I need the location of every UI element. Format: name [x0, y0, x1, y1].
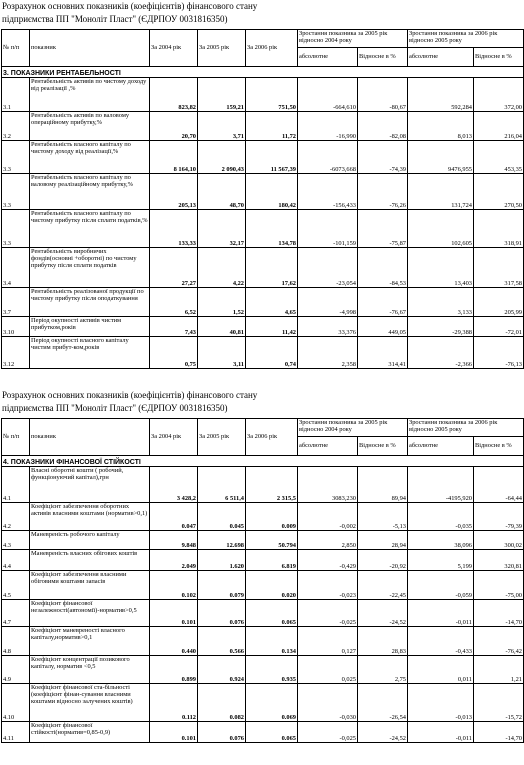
row-number: 3.1: [2, 78, 30, 112]
value-2006: 11,72: [246, 112, 298, 141]
value-2006: 0.935: [246, 656, 298, 684]
abs-change-2006: 592,284: [408, 78, 474, 112]
row-number: 4.9: [2, 656, 30, 684]
value-2004: 2.049: [150, 550, 198, 571]
abs-change-2005: 2,850: [298, 531, 358, 550]
col-header-2004: За 2004 рік: [150, 419, 198, 456]
indicator-name: Рентабельність власного капіталу по чистому прибутку після сплати податків,%: [30, 210, 150, 248]
col-header-abs-2006: абсолютне: [408, 48, 474, 67]
table-row: [2, 467, 524, 503]
value-2004: 133,33: [150, 210, 198, 248]
abs-change-2005: -0,025: [298, 722, 358, 743]
col-header-growth-2006: Зростання показника за 2006 рік відносно 2005 року: [408, 419, 524, 437]
col-header-rel-2006: Відносне в %: [474, 437, 524, 456]
value-2004: 0.101: [150, 600, 198, 627]
value-2005: 12.698: [198, 531, 246, 550]
rel-change-2005: 89,94: [358, 467, 408, 503]
col-header-indicator: показник: [30, 30, 150, 67]
value-2005: 0.045: [198, 503, 246, 531]
value-2006: 2 315,5: [246, 467, 298, 503]
rel-change-2005: -76,67: [358, 288, 408, 317]
rel-change-2006: 318,91: [474, 210, 524, 248]
abs-change-2005: 33,376: [298, 317, 358, 337]
value-2004: 823,82: [150, 78, 198, 112]
rel-change-2006: 320,81: [474, 550, 524, 571]
rel-change-2005: -24,52: [358, 600, 408, 627]
value-2005: 3,11: [198, 337, 246, 369]
rel-change-2006: -79,39: [474, 503, 524, 531]
col-header-rel-2006: Відносне в %: [474, 48, 524, 67]
value-2005: 2 090,43: [198, 141, 246, 174]
rel-change-2006: -72,01: [474, 317, 524, 337]
row-number: 4.11: [2, 722, 30, 743]
abs-change-2006: 38,096: [408, 531, 474, 550]
abs-change-2005: -101,159: [298, 210, 358, 248]
rel-change-2005: -80,67: [358, 78, 408, 112]
abs-change-2006: -29,388: [408, 317, 474, 337]
value-2006: 180,42: [246, 174, 298, 210]
col-header-2004: За 2004 рік: [150, 30, 198, 67]
rel-change-2006: 453,35: [474, 141, 524, 174]
table-row: [2, 174, 524, 210]
row-number: 4.1: [2, 467, 30, 503]
rel-change-2005: 28,83: [358, 627, 408, 656]
table-row: [2, 571, 524, 600]
value-2006: 50.794: [246, 531, 298, 550]
value-2005: 40,81: [198, 317, 246, 337]
rel-change-2006: -64,44: [474, 467, 524, 503]
value-2005: 1,52: [198, 288, 246, 317]
value-2005: 32,17: [198, 210, 246, 248]
value-2005: 0.924: [198, 656, 246, 684]
table1-title-line2: підприємства ПП "Моноліт Пласт" (ЄДРПОУ 0031816350): [2, 14, 228, 24]
value-2004: 0.899: [150, 656, 198, 684]
row-number: 4.4: [2, 550, 30, 571]
rel-change-2005: -76,26: [358, 174, 408, 210]
indicator-name: Коефіцієнт забезпечення оборотних активів власними коштами (норматив>0,1): [30, 503, 150, 531]
rel-change-2005: -74,39: [358, 141, 408, 174]
stability-table: [1, 418, 524, 743]
col-header-2006: За 2006 рік: [246, 30, 298, 67]
row-number: 4.3: [2, 531, 30, 550]
value-2006: 0.065: [246, 600, 298, 627]
col-header-rel-2005: Відносне в %: [358, 48, 408, 67]
rel-change-2005: 28,94: [358, 531, 408, 550]
value-2005: 159,21: [198, 78, 246, 112]
abs-change-2005: -6073,668: [298, 141, 358, 174]
rel-change-2005: -5,13: [358, 503, 408, 531]
abs-change-2006: 102,605: [408, 210, 474, 248]
table-row: [2, 722, 524, 743]
table2-title-line2: підприємства ПП "Моноліт Пласт" (ЄДРПОУ 0031816350): [2, 403, 228, 413]
table2-title-line1: Розрахунок основних показників (коефіцієнтів) фінансового стану: [2, 390, 258, 400]
indicator-name: Рентабельність активів по чистому доходу від реалізації ,%: [30, 78, 150, 112]
row-number: 4.8: [2, 627, 30, 656]
value-2005: 4,22: [198, 248, 246, 288]
indicator-name: Коефіцієнт фінансової незалежності(автономії)-норматив>0,5: [30, 600, 150, 627]
rel-change-2005: -24,52: [358, 722, 408, 743]
value-2004: 8 164,10: [150, 141, 198, 174]
rel-change-2006: -76,13: [474, 337, 524, 369]
abs-change-2006: -0,011: [408, 722, 474, 743]
abs-change-2005: -4,998: [298, 288, 358, 317]
rel-change-2006: -76,42: [474, 627, 524, 656]
rel-change-2006: -15,72: [474, 684, 524, 722]
value-2005: 0.566: [198, 627, 246, 656]
abs-change-2005: 3083,230: [298, 467, 358, 503]
abs-change-2006: 9476,955: [408, 141, 474, 174]
value-2004: 0.440: [150, 627, 198, 656]
abs-change-2006: 8,013: [408, 112, 474, 141]
indicator-name: Рентабельність виробничих фондів(основні +оборотні) по чистому прибутку після сплати податків: [30, 248, 150, 288]
row-number: 3.3: [2, 210, 30, 248]
abs-change-2005: -0,429: [298, 550, 358, 571]
table-row: [2, 210, 524, 248]
value-2004: 205,13: [150, 174, 198, 210]
row-number: 3.10: [2, 317, 30, 337]
indicator-name: Маневреність власних обігових коштів: [30, 550, 150, 571]
abs-change-2006: -0,035: [408, 503, 474, 531]
col-header-2005: За 2005 рік: [198, 419, 246, 456]
indicator-name: Коефіцієнт маневреності власного капіталу,норматив>0,1: [30, 627, 150, 656]
value-2006: 0.069: [246, 684, 298, 722]
rel-change-2006: -14,70: [474, 600, 524, 627]
value-2005: 3,71: [198, 112, 246, 141]
value-2004: 27,27: [150, 248, 198, 288]
value-2005: 0.076: [198, 600, 246, 627]
indicator-name: Власні оборотні кошти ( робочий, функціонуючий капітал),грн: [30, 467, 150, 503]
value-2006: 6.819: [246, 550, 298, 571]
value-2004: 6,52: [150, 288, 198, 317]
value-2006: 0.009: [246, 503, 298, 531]
value-2005: 0.076: [198, 722, 246, 743]
table-row: [2, 112, 524, 141]
abs-change-2005: 0,127: [298, 627, 358, 656]
indicator-name: Коефіцієнт фінансової стійкості(норматив=0,85-0,9): [30, 722, 150, 743]
rel-change-2006: 205,99: [474, 288, 524, 317]
table-row: [2, 627, 524, 656]
indicator-name: Маневреність робочого капіталу: [30, 531, 150, 550]
value-2004: 20,70: [150, 112, 198, 141]
abs-change-2005: 0,025: [298, 656, 358, 684]
table-row: [2, 78, 524, 112]
indicator-name: Коефіцієнт забезпечення власними обіговими коштами запасів: [30, 571, 150, 600]
col-header-growth-2005: Зростання показника за 2005 рік відносно 2004 року: [298, 419, 408, 437]
indicator-name: Рентабельність власного капіталу по чистому доходу від реалізації,%: [30, 141, 150, 174]
col-header-growth-2005: Зростання показника за 2005 рік відносно 2004 року: [298, 30, 408, 48]
value-2006: 134,78: [246, 210, 298, 248]
value-2004: 3 428,2: [150, 467, 198, 503]
indicator-name: Рентабельність власного капіталу по валовому реалізаційному прибутку,%: [30, 174, 150, 210]
indicator-name: Коефіцієнт концентрації позикового капіталу, норматив <0,5: [30, 656, 150, 684]
table-row: [2, 550, 524, 571]
rel-change-2005: -26,54: [358, 684, 408, 722]
rel-change-2005: 314,41: [358, 337, 408, 369]
rel-change-2005: -82,08: [358, 112, 408, 141]
row-number: 4.10: [2, 684, 30, 722]
col-header-growth-2006: Зростання показника за 2006 рік відносно 2005 року: [408, 30, 524, 48]
rel-change-2006: -14,70: [474, 722, 524, 743]
abs-change-2006: -4195,920: [408, 467, 474, 503]
abs-change-2005: -0,025: [298, 600, 358, 627]
value-2006: 751,50: [246, 78, 298, 112]
section-title: 3. ПОКАЗНИКИ РЕНТАБЕЛЬНОСТІ: [2, 67, 524, 78]
rel-change-2006: 300,02: [474, 531, 524, 550]
row-number: 3.12: [2, 337, 30, 369]
value-2004: 0,75: [150, 337, 198, 369]
abs-change-2005: -0,023: [298, 571, 358, 600]
value-2006: 17,62: [246, 248, 298, 288]
abs-change-2006: 0,011: [408, 656, 474, 684]
indicator-name: Рентабельність реалізованої продукції по чистому прибутку після оподаткування: [30, 288, 150, 317]
col-header-num: № п/п: [2, 419, 30, 456]
abs-change-2006: -0,059: [408, 571, 474, 600]
value-2006: 0,74: [246, 337, 298, 369]
section-header-row: [2, 67, 524, 78]
value-2006: 0.065: [246, 722, 298, 743]
abs-change-2006: -2,366: [408, 337, 474, 369]
indicator-name: Рентабельність активів по валовому операційному прибутку,%: [30, 112, 150, 141]
table1-title-line1: Розрахунок основних показників (коефіцієнтів) фінансового стану: [2, 1, 258, 11]
abs-change-2006: 3,133: [408, 288, 474, 317]
value-2004: 0.101: [150, 722, 198, 743]
col-header-indicator: показник: [30, 419, 150, 456]
rel-change-2006: 372,00: [474, 78, 524, 112]
value-2005: 1.620: [198, 550, 246, 571]
abs-change-2005: -16,990: [298, 112, 358, 141]
table-row: [2, 317, 524, 337]
col-header-2006: За 2006 рік: [246, 419, 298, 456]
rel-change-2006: 270,50: [474, 174, 524, 210]
value-2006: 4,65: [246, 288, 298, 317]
rel-change-2006: -75,00: [474, 571, 524, 600]
rel-change-2005: 449,05: [358, 317, 408, 337]
value-2005: 6 511,4: [198, 467, 246, 503]
rel-change-2005: -75,87: [358, 210, 408, 248]
abs-change-2006: 5,199: [408, 550, 474, 571]
col-header-abs-2005: абсолютне: [298, 48, 358, 67]
col-header-abs-2005: абсолютне: [298, 437, 358, 456]
rel-change-2005: -20,92: [358, 550, 408, 571]
value-2005: 0.079: [198, 571, 246, 600]
col-header-rel-2005: Відносне в %: [358, 437, 408, 456]
indicator-name: Період окупності власного капіталу чистим прибут-ком,років: [30, 337, 150, 369]
value-2005: 0.082: [198, 684, 246, 722]
rel-change-2005: -22,45: [358, 571, 408, 600]
value-2006: 11 567,39: [246, 141, 298, 174]
table-row: [2, 288, 524, 317]
section-title: 4. ПОКАЗНИКИ ФІНАНСОВОЇ СТІЙКОСТІ: [2, 456, 524, 467]
value-2004: 0.047: [150, 503, 198, 531]
abs-change-2006: -0,013: [408, 684, 474, 722]
section-header-row: [2, 456, 524, 467]
profitability-table: [1, 29, 524, 369]
table-row: [2, 684, 524, 722]
row-number: 3.7: [2, 288, 30, 317]
rel-change-2006: 1,21: [474, 656, 524, 684]
row-number: 3.2: [2, 112, 30, 141]
table-row: [2, 600, 524, 627]
value-2006: 11,42: [246, 317, 298, 337]
col-header-2005: За 2005 рік: [198, 30, 246, 67]
abs-change-2005: 2,358: [298, 337, 358, 369]
row-number: 3.3: [2, 174, 30, 210]
indicator-name: Коефіцієнт фінансової ста-більності (коефіцієнт фінан-сування власними коштами відносно залучених коштів): [30, 684, 150, 722]
row-number: 4.5: [2, 571, 30, 600]
abs-change-2005: -156,433: [298, 174, 358, 210]
row-number: 3.4: [2, 248, 30, 288]
table-row: [2, 656, 524, 684]
col-header-num: № п/п: [2, 30, 30, 67]
value-2004: 0.112: [150, 684, 198, 722]
table-row: [2, 141, 524, 174]
abs-change-2006: -0,433: [408, 627, 474, 656]
row-number: 4.7: [2, 600, 30, 627]
value-2005: 48,70: [198, 174, 246, 210]
row-number: 4.2: [2, 503, 30, 531]
indicator-name: Період окупності активів чистим прибутком,років: [30, 317, 150, 337]
abs-change-2006: -0,011: [408, 600, 474, 627]
value-2006: 0.020: [246, 571, 298, 600]
table-row: [2, 531, 524, 550]
value-2006: 0.134: [246, 627, 298, 656]
rel-change-2006: 216,04: [474, 112, 524, 141]
rel-change-2005: -84,53: [358, 248, 408, 288]
col-header-abs-2006: абсолютне: [408, 437, 474, 456]
table-row: [2, 248, 524, 288]
abs-change-2006: 131,724: [408, 174, 474, 210]
row-number: 3.3: [2, 141, 30, 174]
value-2004: 7,43: [150, 317, 198, 337]
rel-change-2005: 2,75: [358, 656, 408, 684]
abs-change-2005: -0,002: [298, 503, 358, 531]
abs-change-2005: -0,030: [298, 684, 358, 722]
abs-change-2005: -664,610: [298, 78, 358, 112]
value-2004: 0.102: [150, 571, 198, 600]
rel-change-2006: 317,58: [474, 248, 524, 288]
table-row: [2, 503, 524, 531]
abs-change-2006: 13,403: [408, 248, 474, 288]
table-row: [2, 337, 524, 369]
value-2004: 9.848: [150, 531, 198, 550]
abs-change-2005: -23,054: [298, 248, 358, 288]
